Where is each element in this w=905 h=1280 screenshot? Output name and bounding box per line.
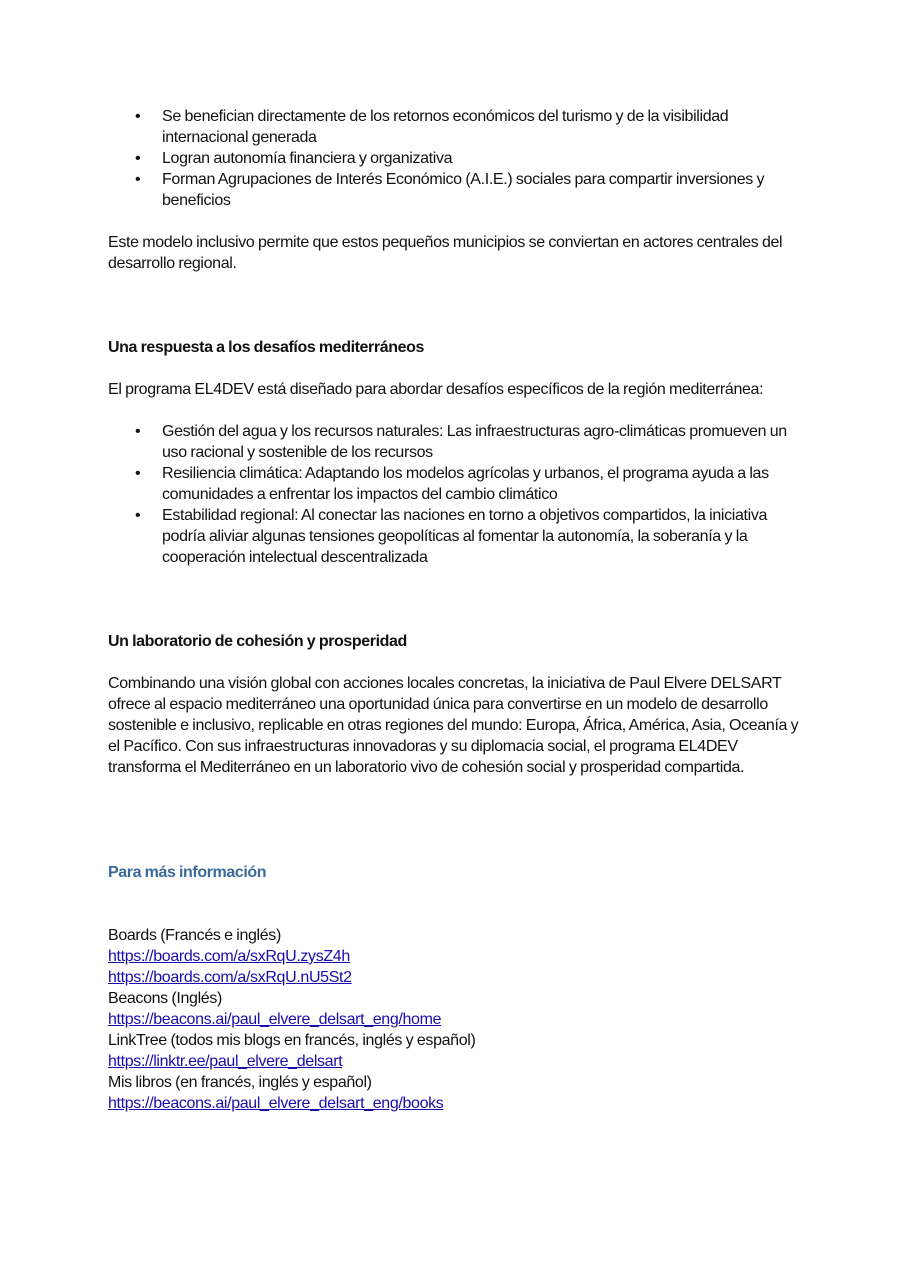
section-paragraph-desafios: El programa EL4DEV está diseñado para abordar desafíos específicos de la región mediterránea: xyxy=(108,381,764,398)
linktree-label: LinkTree (todos mis blogs en francés, inglés y español) xyxy=(108,1032,476,1049)
info-links xyxy=(108,925,808,1114)
intro-paragraph: Este modelo inclusivo permite que estos pequeños municipios se conviertan en actores centrales del desarrollo regional. xyxy=(108,234,783,272)
section-paragraph-laboratorio: Combinando una visión global con acciones locales concretas, la iniciativa de Paul Elvere DELSART ofrece al espacio mediterráneo una oportunidad única para convertirse en un modelo de desarrollo sostenible e inclusivo, replicable en otras regiones del mundo: Europa, África, América, Asia, Oceanía y el Pacífico. Con sus infraestructuras innovadoras y su diplomacia social, el programa EL4DEV transforma el Mediterráneo en un laboratorio vivo de cohesión social y prosperidad compartida. xyxy=(108,675,799,776)
list-item: • Logran autonomía financiera y organizativa xyxy=(108,148,808,169)
linktree-link[interactable]: https://linktr.ee/paul_elvere_delsart xyxy=(108,1053,343,1070)
intro-bullet-list xyxy=(108,106,808,211)
boards-link-2[interactable]: https://boards.com/a/sxRqU.nU5St2 xyxy=(108,969,352,986)
list-item: • Se benefician directamente de los retornos económicos del turismo y de la visibilidad internacional generada xyxy=(108,106,808,148)
books-link[interactable]: https://beacons.ai/paul_elvere_delsart_eng/books xyxy=(108,1095,444,1112)
boards-link-1[interactable]: https://boards.com/a/sxRqU.zysZ4h xyxy=(108,948,350,965)
section-heading-laboratorio: Un laboratorio de cohesión y prosperidad xyxy=(108,633,407,650)
books-label: Mis libros (en francés, inglés y español) xyxy=(108,1074,372,1091)
info-heading: Para más información xyxy=(108,864,267,881)
beacons-label: Beacons (Inglés) xyxy=(108,990,222,1007)
list-item: • Forman Agrupaciones de Interés Económico (A.I.E.) sociales para compartir inversiones y beneficios xyxy=(108,169,808,211)
section-heading-desafios: Una respuesta a los desafíos mediterráneos xyxy=(108,339,424,356)
boards-label: Boards (Francés e inglés) xyxy=(108,927,281,944)
beacons-link[interactable]: https://beacons.ai/paul_elvere_delsart_eng/home xyxy=(108,1011,442,1028)
list-item: • Gestión del agua y los recursos naturales: Las infraestructuras agro-climáticas promueven un uso racional y sostenible de los recursos xyxy=(108,421,808,463)
list-item: • Resiliencia climática: Adaptando los modelos agrícolas y urbanos, el programa ayuda a las comunidades a enfrentar los impactos del cambio climático xyxy=(108,463,808,505)
desafios-bullet-list xyxy=(108,421,808,568)
list-item: • Estabilidad regional: Al conectar las naciones en torno a objetivos compartidos, la iniciativa podría aliviar algunas tensiones geopolíticas al fomentar la autonomía, la soberanía y la cooperación intelectual descentralizada xyxy=(108,505,808,568)
document-body xyxy=(108,106,808,1114)
